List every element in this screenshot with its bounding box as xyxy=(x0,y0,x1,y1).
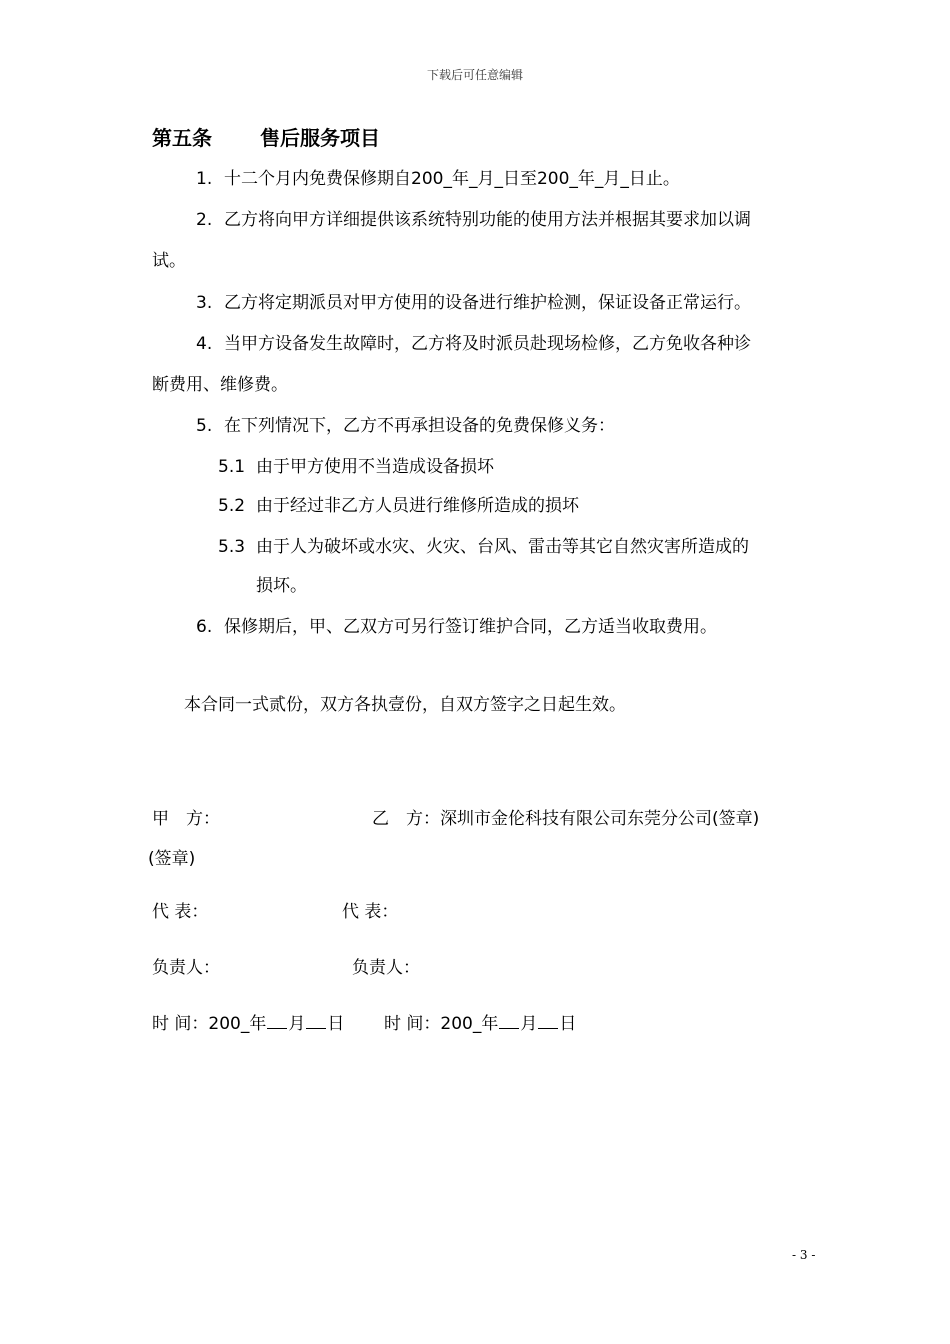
party-b-name: 深圳市金伦科技有限公司东莞分公司(签章) xyxy=(440,809,760,829)
list-item xyxy=(196,616,717,638)
list-item xyxy=(196,209,751,231)
sub-item-text: 由于人为破坏或水灾、火灾、台风、雷击等其它自然灾害所造成的 xyxy=(256,537,749,557)
month-blank xyxy=(499,1014,519,1029)
item-text: 当甲方设备发生故障时，乙方将及时派员赴现场检修，乙方免收各种诊 xyxy=(224,334,751,354)
list-item xyxy=(196,415,615,437)
item-number: 2. xyxy=(196,210,213,230)
time-b-year: 200_年 xyxy=(440,1014,499,1034)
time-b-day: 日 xyxy=(559,1014,577,1034)
item-continuation: 试。 xyxy=(152,251,186,271)
item-number: 6. xyxy=(196,617,213,637)
day-blank xyxy=(538,1014,558,1029)
sub-item-number: 5.3 xyxy=(218,537,246,557)
resp-a-label: 负责人： xyxy=(152,958,220,978)
rep-a-label: 代 表： xyxy=(152,902,209,922)
item-number: 5. xyxy=(196,416,213,436)
time-a xyxy=(152,1013,344,1035)
closing-statement: 本合同一式贰份，双方各执壹份，自双方签字之日起生效。 xyxy=(184,695,626,715)
time-a-month: 月 xyxy=(288,1014,306,1034)
month-blank xyxy=(267,1014,287,1029)
time-a-day: 日 xyxy=(327,1014,345,1034)
item-continuation: 断费用、维修费。 xyxy=(152,375,288,395)
item-text: 十二个月内免费保修期自200_年_月_日至200_年_月_日止。 xyxy=(224,169,680,189)
list-item xyxy=(196,333,751,355)
section-heading xyxy=(152,122,380,151)
sub-item-text: 由于经过非乙方人员进行维修所造成的损坏 xyxy=(256,496,579,516)
item-number: 1. xyxy=(196,169,213,189)
party-a-label: 甲 方： xyxy=(152,809,220,829)
item-number: 3. xyxy=(196,293,213,313)
item-text: 在下列情况下，乙方不再承担设备的免费保修义务： xyxy=(224,416,615,436)
resp-b-label: 负责人： xyxy=(352,958,420,978)
list-item xyxy=(196,168,680,190)
sub-item-text: 由于甲方使用不当造成设备损坏 xyxy=(256,457,494,477)
item-number: 4. xyxy=(196,334,213,354)
sub-list-item xyxy=(218,536,749,558)
rep-b-label: 代 表： xyxy=(342,902,399,922)
sub-list-item xyxy=(218,495,579,517)
item-text: 保修期后，甲、乙双方可另行签订维护合同，乙方适当收取费用。 xyxy=(224,617,717,637)
sub-item-continuation: 损坏。 xyxy=(256,576,307,596)
item-text: 乙方将定期派员对甲方使用的设备进行维护检测，保证设备正常运行。 xyxy=(224,293,751,313)
item-text: 乙方将向甲方详细提供该系统特别功能的使用方法并根据其要求加以调 xyxy=(224,210,751,230)
sub-item-number: 5.2 xyxy=(218,496,246,516)
time-b-month: 月 xyxy=(520,1014,538,1034)
sub-list-item xyxy=(218,456,494,478)
party-b xyxy=(372,808,759,830)
sub-item-number: 5.1 xyxy=(218,457,246,477)
header-note: 下载后可任意编辑 xyxy=(426,68,523,82)
time-b-label: 时 间： xyxy=(384,1014,441,1034)
time-a-year: 200_年 xyxy=(208,1014,267,1034)
page-number: - 3 - xyxy=(792,1248,816,1262)
party-a-seal: (签章) xyxy=(148,849,196,869)
list-item xyxy=(196,292,751,314)
time-b xyxy=(384,1013,576,1035)
section-number: 第五条 xyxy=(152,126,212,150)
time-a-label: 时 间： xyxy=(152,1014,209,1034)
day-blank xyxy=(306,1014,326,1029)
section-title: 售后服务项目 xyxy=(260,126,380,150)
party-b-label: 乙 方： xyxy=(372,809,440,829)
